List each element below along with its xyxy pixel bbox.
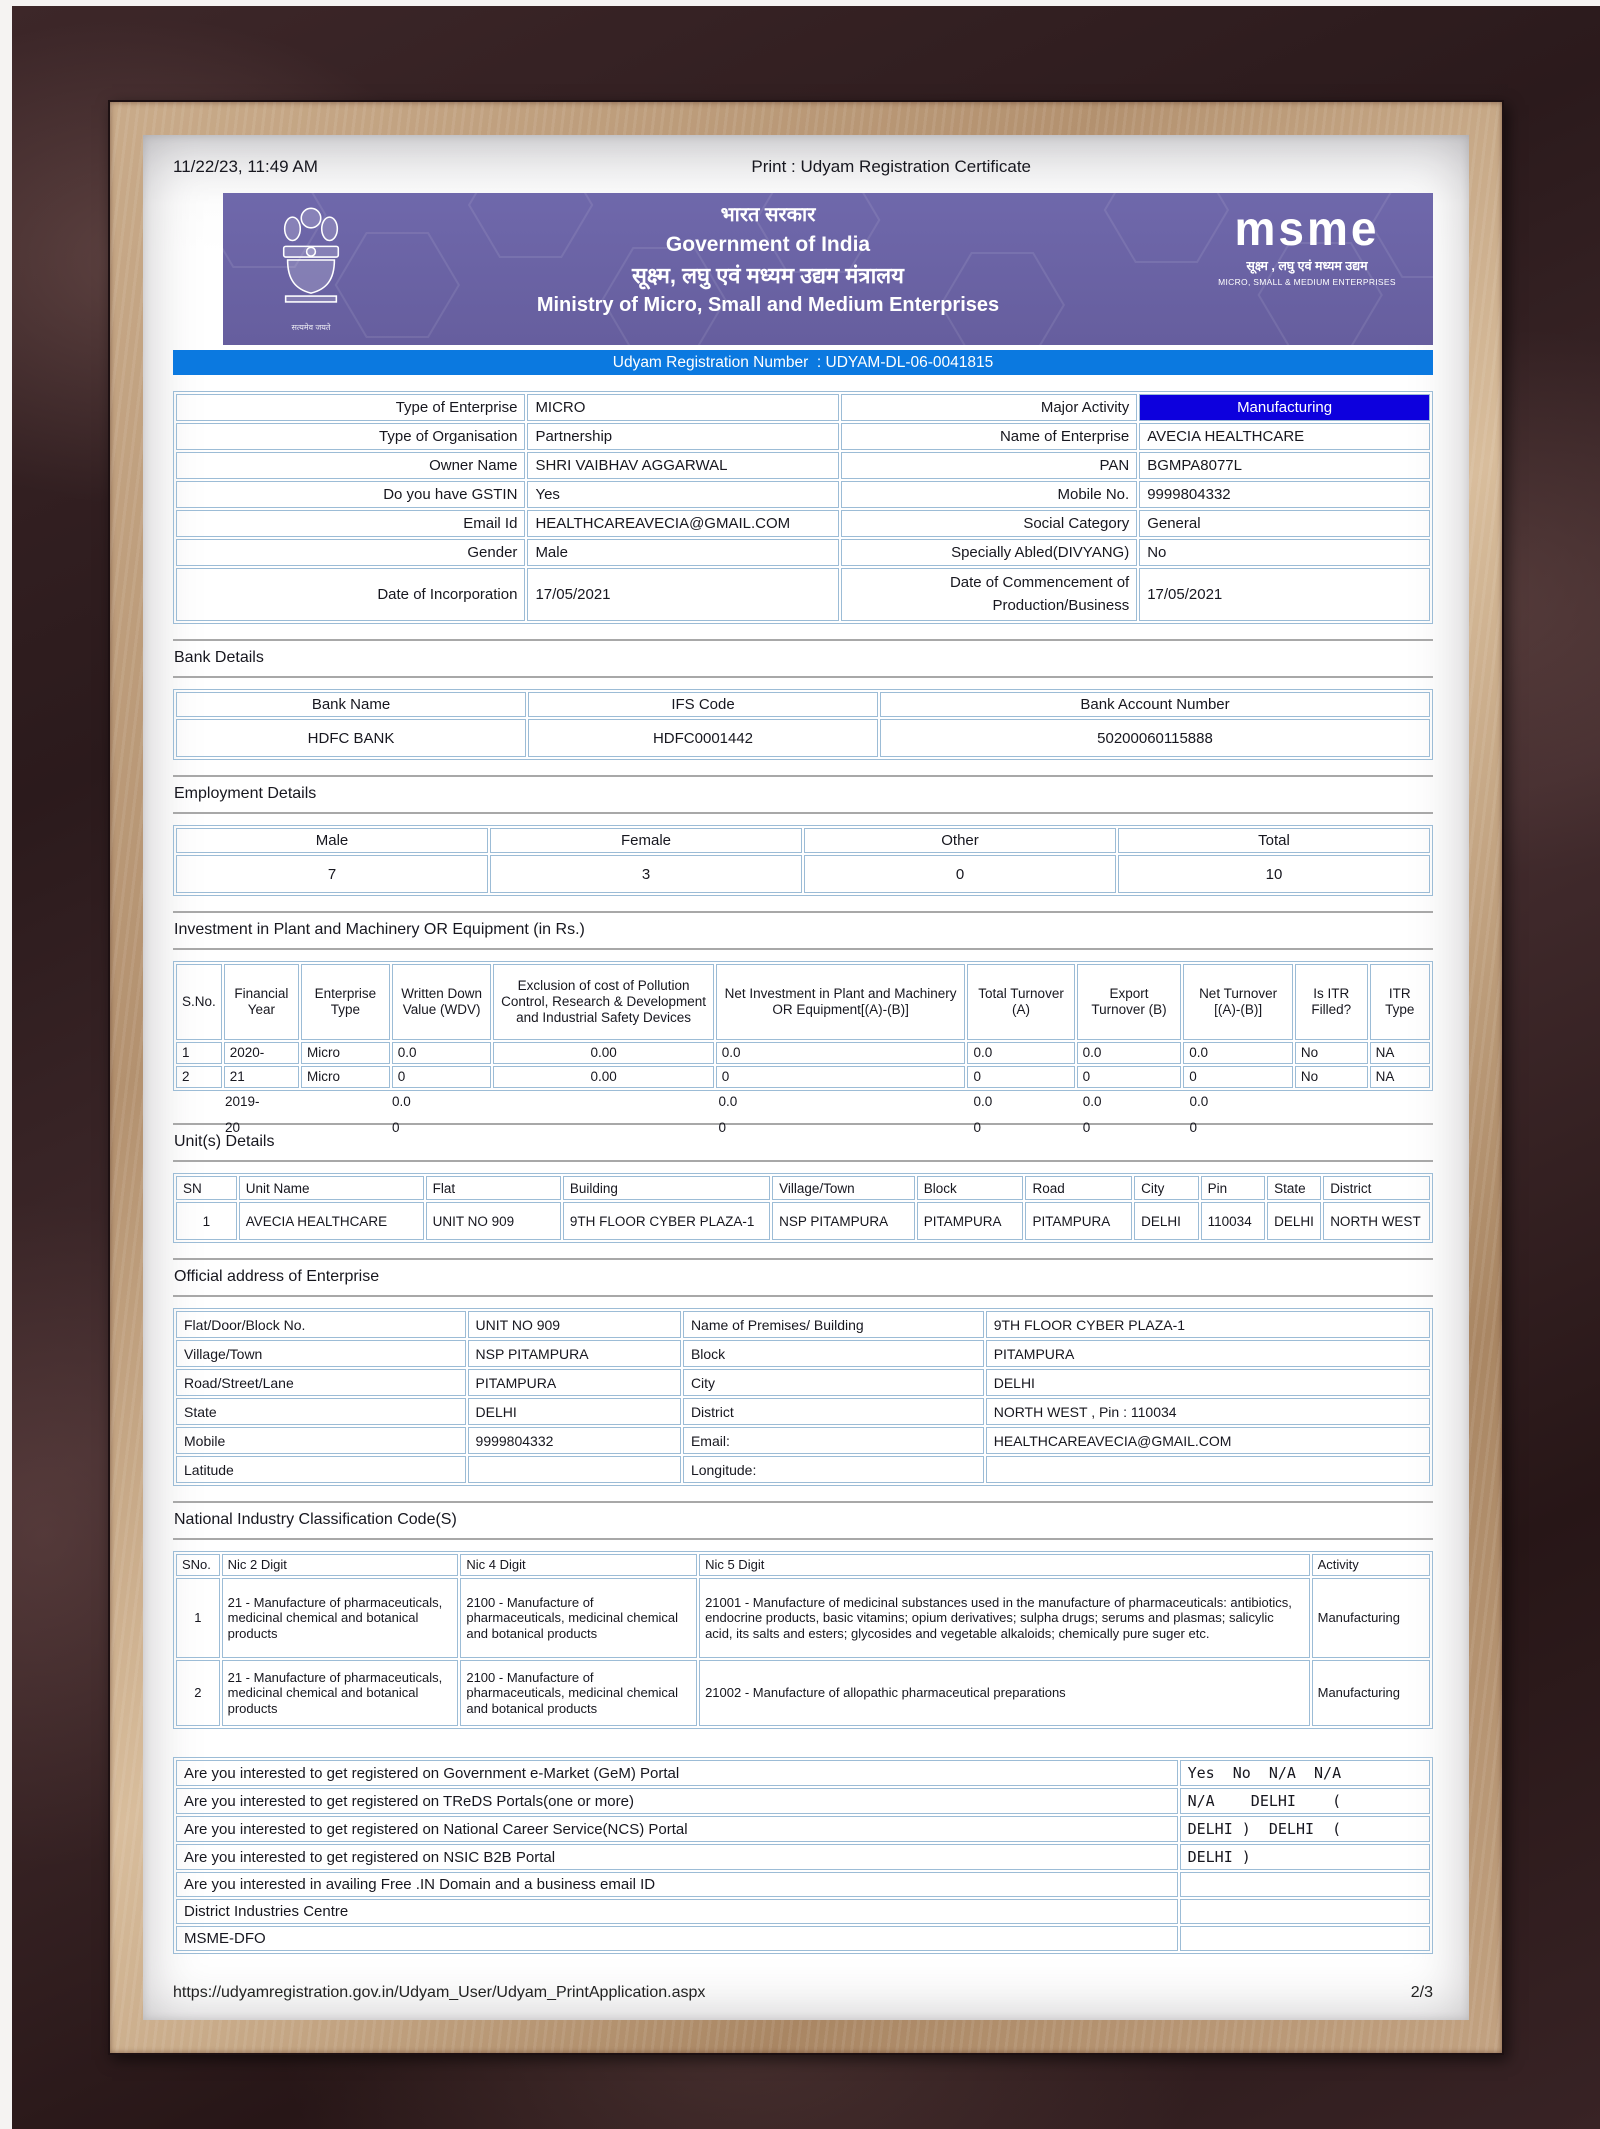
question-text: Are you interested to get registered on National Career Service(NCS) Portal xyxy=(176,1816,1178,1842)
overflow-cell: 0 xyxy=(1189,1120,1198,1135)
cell-value: SHRI VAIBHAV AGGARWAL xyxy=(527,452,839,479)
column-header: Village/Town xyxy=(772,1176,915,1200)
cell-value: Yes xyxy=(527,481,839,508)
overflow-cell: 2019- xyxy=(224,1094,260,1109)
table-row xyxy=(176,692,1430,717)
column-header: Bank Name xyxy=(176,692,526,717)
column-header: S.No. xyxy=(176,964,222,1040)
table-row xyxy=(176,828,1430,853)
cell-label: Name of Premises/ Building xyxy=(683,1311,984,1338)
overflow-cell xyxy=(1369,1120,1431,1135)
overflow-cell xyxy=(1369,1094,1431,1109)
table-row xyxy=(176,423,1430,450)
table-row xyxy=(176,855,1430,893)
cell-label: Flat/Door/Block No. xyxy=(176,1311,466,1338)
column-header: SNo. xyxy=(176,1554,220,1576)
cell-value: HDFC0001442 xyxy=(528,719,878,757)
overflow-cell xyxy=(175,1120,219,1135)
table-row xyxy=(176,1554,1430,1576)
question-text: Are you interested to get registered on Government e-Market (GeM) Portal xyxy=(176,1760,1178,1786)
cell-value: NSP PITAMPURA xyxy=(468,1340,681,1367)
section-heading-nic: National Industry Classification Code(S) xyxy=(173,1501,1433,1540)
cell-value: No xyxy=(1139,539,1430,566)
cell-value: General xyxy=(1139,510,1430,537)
cell-value: 21 - Manufacture of pharmaceuticals, medicinal chemical and botanical products xyxy=(222,1660,459,1726)
banner-titles xyxy=(343,203,1193,318)
cell-value: UNIT NO 909 xyxy=(468,1311,681,1338)
column-header: ITR Type xyxy=(1370,964,1430,1040)
questions-section xyxy=(173,1757,1433,1954)
table-row xyxy=(176,964,1430,1040)
section-heading-address: Official address of Enterprise xyxy=(173,1258,1433,1297)
overflow-cell xyxy=(1295,1120,1369,1135)
cell-value: Micro xyxy=(301,1066,390,1088)
major-activity-highlight: Manufacturing xyxy=(1139,394,1430,421)
column-header: Total xyxy=(1118,828,1430,853)
cell-value: BGMPA8077L xyxy=(1139,452,1430,479)
column-header: District xyxy=(1323,1176,1430,1200)
cell-value: AVECIA HEALTHCARE xyxy=(239,1202,424,1240)
cell-value: 7 xyxy=(176,855,488,893)
footer-page-indicator: 2/3 xyxy=(1410,1984,1433,2001)
table-row xyxy=(176,1042,1430,1064)
cell-value: DELHI xyxy=(468,1398,681,1425)
table-row xyxy=(176,1398,1430,1425)
investment-table xyxy=(173,961,1433,1091)
cell-label: Mobile No. xyxy=(841,481,1137,508)
cell-value: 0 xyxy=(967,1066,1074,1088)
cell-label: Specially Abled(DIVYANG) xyxy=(841,539,1137,566)
government-banner xyxy=(223,193,1433,345)
column-header: Total Turnover (A) xyxy=(967,964,1074,1040)
cell-label: Email Id xyxy=(176,510,525,537)
answer-text: Yes No N/A N/A xyxy=(1180,1760,1430,1786)
emblem-motto: सत्यमेव जयते xyxy=(291,323,331,332)
cell-value: 0 xyxy=(716,1066,966,1088)
cell-value: 2 xyxy=(176,1660,220,1726)
cell-value: 0.0 xyxy=(1077,1042,1182,1064)
registration-number-bar: Udyam Registration Number : UDYAM-DL-06-0041815 xyxy=(173,350,1433,375)
cell-value: 21 xyxy=(224,1066,299,1088)
wood-frame xyxy=(12,6,1600,2129)
cell-label: Date of Commencement of Production/Business xyxy=(841,568,1137,621)
table-row xyxy=(176,568,1430,621)
overflow-cell: 0 xyxy=(1082,1120,1091,1135)
column-header: Road xyxy=(1025,1176,1132,1200)
footer-url: https://udyamregistration.gov.in/Udyam_User/Udyam_PrintApplication.aspx xyxy=(173,1984,706,2001)
cell-value: 2100 - Manufacture of pharmaceuticals, medicinal chemical and botanical products xyxy=(460,1660,697,1726)
answer-text xyxy=(1180,1899,1430,1924)
question-text: Are you interested in availing Free .IN Domain and a business email ID xyxy=(176,1872,1178,1897)
print-header xyxy=(173,157,1433,179)
cell-value: AVECIA HEALTHCARE xyxy=(1139,423,1430,450)
table-row xyxy=(176,1311,1430,1338)
cell-value: HEALTHCAREAVECIA@GMAIL.COM xyxy=(986,1427,1430,1454)
cell-value: 0 xyxy=(1183,1066,1293,1088)
table-row xyxy=(176,539,1430,566)
cell-value: 0.0 xyxy=(716,1042,966,1064)
cell-value: 1 xyxy=(176,1042,222,1064)
table-row xyxy=(176,452,1430,479)
cell-value: PITAMPURA xyxy=(917,1202,1024,1240)
answer-text: DELHI ) xyxy=(1180,1844,1430,1870)
cell-value: 0.00 xyxy=(493,1066,713,1088)
cell-label: PAN xyxy=(841,452,1137,479)
overflow-cell xyxy=(488,1094,713,1109)
cell-value: 21001 - Manufacture of medicinal substances used in the manufacture of pharmaceuticals: antibiotics, endocrine products, basic vitamins; opium derivatives; sulpha drugs; serums and plasmas; salicylic acid, its salts and esters; glycosides and vegetable alkaloids; chemically pure suger etc. xyxy=(699,1578,1310,1658)
cell-value: 17/05/2021 xyxy=(1139,568,1430,621)
column-header: Nic 4 Digit xyxy=(460,1554,697,1576)
section-heading-units: Unit(s) Details xyxy=(173,1123,1433,1162)
overflow-cell: 0.0 xyxy=(391,1094,411,1109)
column-header: Nic 2 Digit xyxy=(222,1554,459,1576)
msme-logo-hindi: सूक्ष्म , लघु एवं मध्यम उद्यम xyxy=(1246,259,1368,274)
table-row xyxy=(176,1427,1430,1454)
table-row xyxy=(176,1660,1430,1726)
overflow-cell: 0.0 xyxy=(1082,1094,1102,1109)
cell-value: Manufacturing xyxy=(1312,1660,1430,1726)
nic-table xyxy=(173,1551,1433,1729)
cell-value: UNIT NO 909 xyxy=(426,1202,561,1240)
table-row xyxy=(176,1578,1430,1658)
table-row xyxy=(176,1926,1430,1951)
cell-label: State xyxy=(176,1398,466,1425)
overflow-cell xyxy=(296,1094,386,1109)
cell-value: 0 xyxy=(1077,1066,1182,1088)
bank-table xyxy=(173,689,1433,760)
cell-value: NORTH WEST xyxy=(1323,1202,1430,1240)
cell-label: Email: xyxy=(683,1427,984,1454)
cell-value: 2 xyxy=(176,1066,222,1088)
overflow-cell: 0 xyxy=(718,1120,727,1135)
overflow-cell xyxy=(488,1120,713,1135)
cell-label: District xyxy=(683,1398,984,1425)
table-row xyxy=(176,1844,1430,1870)
cell-value: 0.0 xyxy=(1183,1042,1293,1064)
cell-label: Mobile xyxy=(176,1427,466,1454)
cell-value: HDFC BANK xyxy=(176,719,526,757)
table-row xyxy=(176,1066,1430,1088)
table-row xyxy=(176,719,1430,757)
cell-value: 1 xyxy=(176,1578,220,1658)
cell-value: 9999804332 xyxy=(468,1427,681,1454)
banner-ministry: Ministry of Micro, Small and Medium Enterprises xyxy=(536,293,1000,316)
cell-value: NA xyxy=(1370,1042,1430,1064)
cell-value: 9TH FLOOR CYBER PLAZA-1 xyxy=(563,1202,770,1240)
column-header: Financial Year xyxy=(224,964,299,1040)
document-body xyxy=(173,157,1433,2004)
banner-government: Government of India xyxy=(665,233,871,256)
cell-label: Owner Name xyxy=(176,452,525,479)
certificate-page xyxy=(143,135,1469,2020)
cell-label: Social Category xyxy=(841,510,1137,537)
table-row xyxy=(176,1872,1430,1897)
banner-hindi-government: भारत सरकार xyxy=(720,204,816,226)
table-row xyxy=(176,481,1430,508)
column-header: Flat xyxy=(426,1176,561,1200)
cell-label: Date of Incorporation xyxy=(176,568,525,621)
employment-table xyxy=(173,825,1433,896)
table-row xyxy=(176,1788,1430,1814)
cell-value: Manufacturing xyxy=(1312,1578,1430,1658)
cell-value: 50200060115888 xyxy=(880,719,1430,757)
table-row xyxy=(176,1202,1430,1240)
column-header: Export Turnover (B) xyxy=(1077,964,1182,1040)
cell-value: 21002 - Manufacture of allopathic pharmaceutical preparations xyxy=(699,1660,1310,1726)
column-header: Net Turnover [(A)-(B)] xyxy=(1183,964,1293,1040)
overflow-cell xyxy=(175,1094,219,1109)
banner-hindi-ministry: सूक्ष्म, लघु एवं मध्यम उद्यम मंत्रालय xyxy=(632,263,904,289)
cell-label: Name of Enterprise xyxy=(841,423,1137,450)
investment-overflow-text xyxy=(173,1091,1433,1135)
cell-value: Partnership xyxy=(527,423,839,450)
cell-label: Major Activity xyxy=(841,394,1137,421)
cell-label: Longitude: xyxy=(683,1456,984,1483)
column-header: Block xyxy=(917,1176,1024,1200)
overflow-cell: 0.0 xyxy=(718,1094,738,1109)
cell-label: Type of Organisation xyxy=(176,423,525,450)
cell-value xyxy=(986,1456,1430,1483)
overflow-cell: 0 xyxy=(391,1120,400,1135)
table-row xyxy=(176,1899,1430,1924)
cell-value: 2100 - Manufacture of pharmaceuticals, medicinal chemical and botanical products xyxy=(460,1578,697,1658)
overflow-cell: 0 xyxy=(973,1120,981,1135)
enterprise-table xyxy=(173,391,1433,624)
column-header: Written Down Value (WDV) xyxy=(392,964,492,1040)
cell-value: 17/05/2021 xyxy=(527,568,839,621)
column-header: Nic 5 Digit xyxy=(699,1554,1310,1576)
cell-value: DELHI xyxy=(986,1369,1430,1396)
units-table xyxy=(173,1173,1433,1243)
cell-value: 0.0 xyxy=(967,1042,1074,1064)
cell-value: 9999804332 xyxy=(1139,481,1430,508)
column-header: Exclusion of cost of Pollution Control, Research & Development and Industrial Safety Devices xyxy=(493,964,713,1040)
column-header: Other xyxy=(804,828,1116,853)
cell-label: Gender xyxy=(176,539,525,566)
cell-label: Village/Town xyxy=(176,1340,466,1367)
cell-label: Block xyxy=(683,1340,984,1367)
overflow-row xyxy=(175,1120,1431,1135)
column-header: Pin xyxy=(1201,1176,1266,1200)
column-header: Activity xyxy=(1312,1554,1430,1576)
cell-value: MICRO xyxy=(527,394,839,421)
cell-value: 2020- xyxy=(224,1042,299,1064)
print-datetime: 11/22/23, 11:49 AM xyxy=(173,157,318,176)
msme-logo xyxy=(1207,200,1407,288)
table-row xyxy=(176,1456,1430,1483)
column-header: State xyxy=(1267,1176,1321,1200)
overflow-cell xyxy=(1295,1094,1369,1109)
cell-value: Micro xyxy=(301,1042,390,1064)
cell-value: NORTH WEST , Pin : 110034 xyxy=(986,1398,1430,1425)
answer-text xyxy=(1180,1872,1430,1897)
print-title: Print : Udyam Registration Certificate xyxy=(751,157,1032,176)
cell-value: 0.00 xyxy=(493,1042,713,1064)
cell-value: DELHI xyxy=(1134,1202,1199,1240)
table-row xyxy=(176,510,1430,537)
question-text: MSME-DFO xyxy=(176,1926,1178,1951)
print-footer xyxy=(173,1984,1433,2002)
answer-text: N/A DELHI ( xyxy=(1180,1788,1430,1814)
table-row xyxy=(176,394,1430,421)
cell-value: 0.0 xyxy=(392,1042,492,1064)
cell-value: 3 xyxy=(490,855,802,893)
table-row xyxy=(176,1760,1430,1786)
cell-value: PITAMPURA xyxy=(468,1369,681,1396)
cell-value: Male xyxy=(527,539,839,566)
section-heading-employment: Employment Details xyxy=(173,775,1433,814)
column-header: Female xyxy=(490,828,802,853)
cell-value: HEALTHCAREAVECIA@GMAIL.COM xyxy=(527,510,839,537)
table-row xyxy=(176,1369,1430,1396)
question-text: Are you interested to get registered on TReDS Portals(one or more) xyxy=(176,1788,1178,1814)
cell-value xyxy=(468,1456,681,1483)
column-header: IFS Code xyxy=(528,692,878,717)
column-header: Bank Account Number xyxy=(880,692,1430,717)
cell-value: No xyxy=(1295,1066,1368,1088)
questions-table xyxy=(173,1757,1433,1954)
cell-label: Do you have GSTIN xyxy=(176,481,525,508)
cell-value: PITAMPURA xyxy=(1025,1202,1132,1240)
cell-value: 0 xyxy=(392,1066,492,1088)
cell-label: City xyxy=(683,1369,984,1396)
column-header: Male xyxy=(176,828,488,853)
column-header: City xyxy=(1134,1176,1199,1200)
cell-value: 0 xyxy=(804,855,1116,893)
cell-value: 21 - Manufacture of pharmaceuticals, medicinal chemical and botanical products xyxy=(222,1578,459,1658)
column-header: Unit Name xyxy=(239,1176,424,1200)
column-header: Net Investment in Plant and Machinery OR Equipment[(A)-(B)] xyxy=(716,964,966,1040)
cell-value: 9TH FLOOR CYBER PLAZA-1 xyxy=(986,1311,1430,1338)
column-header: Enterprise Type xyxy=(301,964,390,1040)
answer-text xyxy=(1180,1926,1430,1951)
column-header: SN xyxy=(176,1176,237,1200)
question-text: Are you interested to get registered on NSIC B2B Portal xyxy=(176,1844,1178,1870)
overflow-row xyxy=(175,1094,1431,1109)
cell-label: Type of Enterprise xyxy=(176,394,525,421)
cell-value: 1 xyxy=(176,1202,237,1240)
msme-logo-english: MICRO, SMALL & MEDIUM ENTERPRISES xyxy=(1218,277,1396,288)
answer-text: DELHI ) DELHI ( xyxy=(1180,1816,1430,1842)
address-table xyxy=(173,1308,1433,1486)
cell-label: Latitude xyxy=(176,1456,466,1483)
msme-logo-word: msme xyxy=(1234,200,1380,256)
frame-liner xyxy=(108,100,1504,2055)
question-text: District Industries Centre xyxy=(176,1899,1178,1924)
cell-label: Road/Street/Lane xyxy=(176,1369,466,1396)
overflow-cell: 20 xyxy=(224,1120,240,1135)
table-row xyxy=(176,1816,1430,1842)
table-row xyxy=(176,1340,1430,1367)
section-heading-investment: Investment in Plant and Machinery OR Equipment (in Rs.) xyxy=(173,911,1433,950)
cell-value: 10 xyxy=(1118,855,1430,893)
cell-value: PITAMPURA xyxy=(986,1340,1430,1367)
cell-value: DELHI xyxy=(1267,1202,1321,1240)
overflow-cell: 0.0 xyxy=(973,1094,993,1109)
ashoka-emblem-icon xyxy=(271,201,351,337)
overflow-cell xyxy=(296,1120,386,1135)
cell-value: NA xyxy=(1370,1066,1430,1088)
column-header: Building xyxy=(563,1176,770,1200)
table-row xyxy=(176,1176,1430,1200)
cell-value: NSP PITAMPURA xyxy=(772,1202,915,1240)
column-header: Is ITR Filled? xyxy=(1295,964,1368,1040)
cell-value: No xyxy=(1295,1042,1368,1064)
section-heading-bank: Bank Details xyxy=(173,639,1433,678)
overflow-cell: 0.0 xyxy=(1189,1094,1209,1109)
cell-value: 110034 xyxy=(1201,1202,1266,1240)
